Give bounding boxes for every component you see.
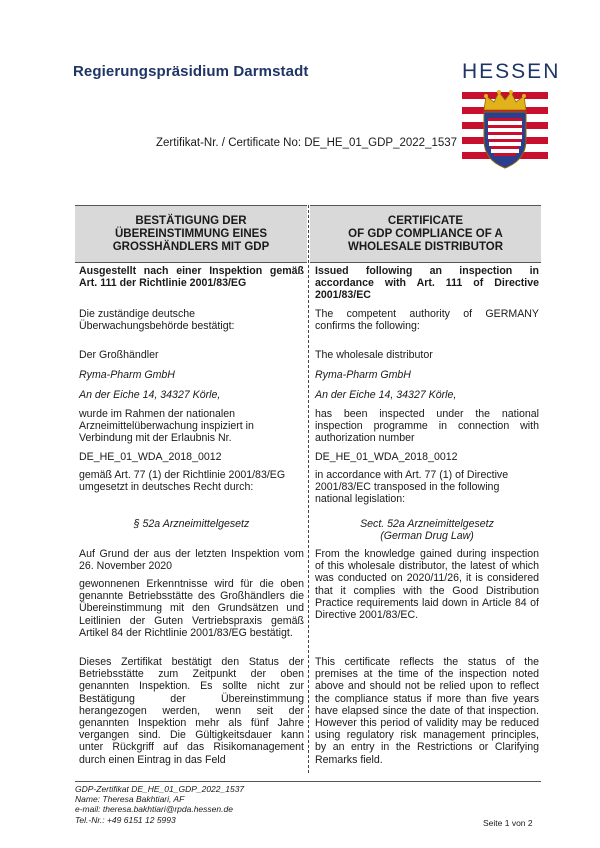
page-number: Seite 1 von 2	[483, 818, 533, 828]
certificate-table	[75, 205, 541, 773]
coat-of-arms-logo	[462, 88, 548, 170]
de-inspection-date: Auf Grund der aus der letzten Inspektion vom 26. November 2020	[79, 548, 304, 573]
en-inspected-statement: has been inspected under the national inspection programme in connection with authorization number	[315, 408, 539, 445]
certificate-number: Zertifikat-Nr. / Certificate No: DE_HE_01_GDP_2022_1537	[156, 137, 458, 149]
footer-email: e-mail: theresa.bakhtiari@rpda.hessen.de	[75, 804, 233, 815]
de-company-name: Ryma-Pharm GmbH	[79, 369, 175, 381]
issuing-authority: Regierungspräsidium Darmstadt	[73, 63, 309, 80]
column-divider	[308, 205, 309, 773]
footer-certificate-ref: GDP-Zertifikat DE_HE_01_GDP_2022_1537	[75, 784, 245, 794]
de-authorization-number: DE_HE_01_WDA_2018_0012	[79, 451, 222, 463]
en-national-law-translation: (German Drug Law)	[380, 530, 474, 542]
en-compliance-statement: From the knowledge gained during inspection of this wholesale distributor, the latest of which was conducted on 2020/11/26, it is considered that it complies with the Good Distribution Practice requirements laid down in Article 84 of Directive 2001/83/EC.	[315, 548, 539, 622]
state-name-logo: HESSEN	[462, 60, 561, 83]
english-title-line: CERTIFICATE	[387, 214, 464, 227]
en-wholesaler-label: The wholesale distributor	[315, 349, 433, 361]
de-issued-after: Ausgestellt nach einer Inspektion gemäß Art. 111 der Richtlinie 2001/83/EG	[79, 265, 304, 290]
english-title-line: WHOLESALE DISTRIBUTOR	[347, 240, 504, 253]
english-title	[310, 205, 541, 263]
footer-name: Name: Theresa Bakhtiari, AF	[75, 794, 185, 805]
german-title-line: ÜBEREINSTIMMUNG EINES	[114, 227, 268, 240]
german-title	[75, 205, 307, 263]
de-compliance-statement: gewonnenen Erkenntnisse wird für die oben genannte Betriebsstätte des Großhändlers die Übereinstimmung mit den Grundsätzen und Leitlinien der Guten Vertriebspraxis gemäß Artikel 84 der Richtlinie 2001/83/EG bestätigt.	[79, 578, 304, 639]
footer-divider	[75, 781, 541, 782]
en-company-name: Ryma-Pharm GmbH	[315, 369, 411, 381]
footer-contact	[75, 784, 244, 825]
en-authorization-number: DE_HE_01_WDA_2018_0012	[315, 451, 458, 463]
en-national-law: Sect. 52a Arzneimittelgesetz	[360, 518, 494, 530]
de-wholesaler-label: Der Großhändler	[79, 349, 159, 361]
english-title-line: OF GDP COMPLIANCE OF A	[348, 227, 503, 240]
en-issued-after: Issued following an inspection in accordance with Art. 111 of Directive 2001/83/EC	[315, 265, 539, 302]
en-authority-confirms: The competent authority of GERMANY confirms the following:	[315, 308, 539, 333]
de-validity-statement: Dieses Zertifikat bestätigt den Status der Betriebsstätte zum Zeitpunkt der oben genannten Inspektion. Es sollte nicht zur Bestätigung der Übereinstimmung herangezogen werden, wenn seit der genannten Inspektion mehr als fünf Jahre vergangen sind. Die Gültigkeitsdauer kann unter Rückgriff auf das Risikomanagement durch einen Eintrag in das Feld	[79, 656, 304, 766]
footer-phone: Tel.-Nr.: +49 6151 12 5993	[75, 814, 176, 825]
en-company-address: An der Eiche 14, 34327 Körle,	[315, 389, 457, 401]
de-company-address: An der Eiche 14, 34327 Körle,	[79, 389, 221, 401]
de-legal-basis: gemäß Art. 77 (1) der Richtlinie 2001/83/EG umgesetzt in deutsches Recht durch:	[79, 469, 286, 494]
de-inspected-statement: wurde im Rahmen der nationalen Arzneimittelüberwachung inspiziert in Verbindung mit der Erlaubnis Nr.	[79, 408, 254, 445]
german-title-line: BESTÄTIGUNG DER	[135, 214, 247, 227]
en-legal-basis: in accordance with Art. 77 (1) of Directive 2001/83/EC transposed in the following national legislation:	[315, 469, 509, 506]
de-national-law: § 52a Arzneimittelgesetz	[133, 518, 250, 530]
german-title-line: GROSSHÄNDLERS MIT GDP	[112, 240, 270, 253]
de-authority-confirms: Die zuständige deutsche Überwachungsbehörde bestätigt:	[79, 308, 235, 333]
shield	[484, 112, 526, 168]
en-validity-statement: This certificate reflects the status of the premises at the time of the inspection noted above and should not be relied upon to reflect the compliance status if more than five years have elapsed since the date of that inspection. However this period of validity may be reduced using regulatory risk management principles, by an entry in the Restrictions or Clarifying Remarks field.	[315, 656, 539, 766]
